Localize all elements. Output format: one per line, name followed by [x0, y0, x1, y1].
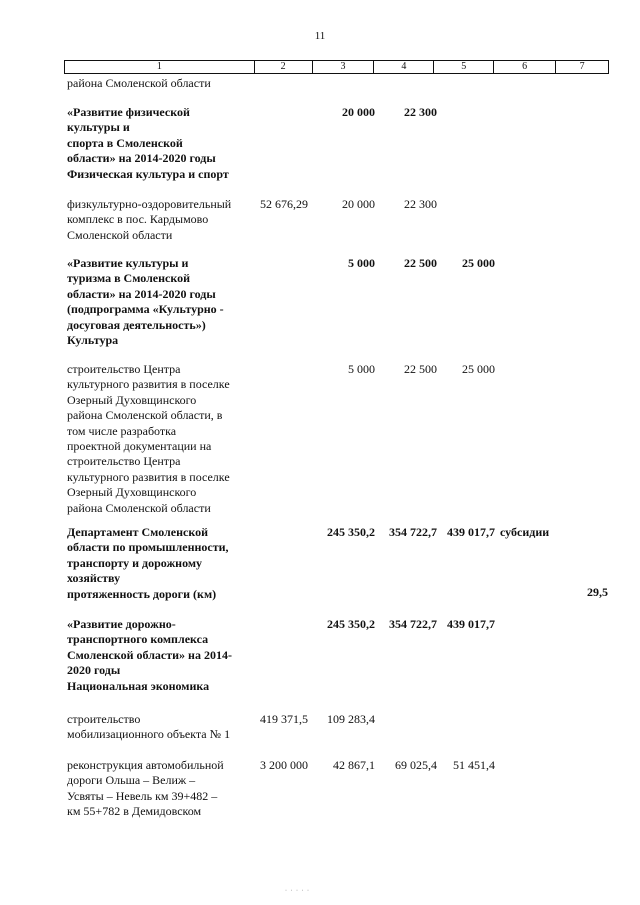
description-line: том числе разработка [67, 423, 177, 438]
description-line: Озерный Духовщинского [67, 392, 197, 407]
column-header: 5 [434, 61, 494, 73]
description-line: района Смоленской области [67, 76, 211, 90]
description-line: района Смоленской области [67, 500, 211, 515]
value-cell-c5: 25 000 [462, 256, 495, 270]
value-cell-c5: 25 000 [462, 362, 495, 376]
description-line: Физическая культура и спорт [67, 166, 229, 181]
description-line: культурного развития в поселке [67, 377, 230, 392]
value-cell-c5: 51 451,4 [453, 758, 495, 772]
value-cell-c4: 354 722,7 [389, 617, 437, 631]
description-line: Национальная экономика [67, 678, 210, 693]
value-cell-c4: 69 025,4 [395, 758, 437, 772]
value-cell-c4: 354 722,7 [389, 525, 437, 539]
description-line: хозяйству [67, 571, 121, 586]
table-header-row [64, 60, 609, 74]
description-line: строительство Центра [67, 362, 181, 376]
column-header: 2 [255, 61, 313, 73]
description-line: комплекс в пос. Кардымово [67, 212, 209, 227]
description-line: области» на 2014-2020 годы [67, 151, 216, 166]
row-description [67, 197, 231, 243]
description-line: (подпрограмма «Культурно - [67, 302, 224, 317]
row-description [67, 362, 230, 516]
row-description [67, 617, 232, 694]
description-line: туризма в Смоленской [67, 271, 191, 286]
description-line: области» на 2014-2020 годы [67, 286, 216, 301]
value-cell-c3: 20 000 [342, 105, 375, 119]
value-cell-c5: 439 017,7 [447, 525, 495, 539]
value-cell-c5: 439 017,7 [447, 617, 495, 631]
description-line: физкультурно-оздоровительный [67, 197, 232, 211]
description-line: культуры и [67, 120, 130, 135]
description-line: Смоленской области» на 2014- [67, 647, 232, 662]
description-line: культурного развития в поселке [67, 469, 230, 484]
description-line: «Развитие дорожно- [67, 617, 176, 631]
column-header: 1 [65, 61, 255, 73]
value-cell-c2: 419 371,5 [260, 712, 308, 726]
description-line: реконструкция автомобильной [67, 758, 224, 772]
description-line: Культура [67, 333, 119, 348]
description-line: мобилизационного объекта № 1 [67, 727, 231, 742]
value-cell-c4: 22 500 [404, 256, 437, 270]
column-header: 4 [374, 61, 434, 73]
value-cell-c4: 22 500 [404, 362, 437, 376]
description-line: 2020 годы [67, 663, 121, 678]
description-line: «Развитие физической [67, 105, 190, 119]
page-number: 11 [314, 30, 326, 42]
description-line: км 55+782 в Демидовском [67, 804, 202, 819]
description-line: дороги Ольша – Велиж – [67, 773, 196, 788]
description-line: Смоленской области [67, 227, 173, 242]
description-line: транспортного комплекса [67, 632, 209, 647]
value-cell-c4: 22 300 [404, 197, 437, 211]
value-cell-c3: 245 350,2 [327, 525, 375, 539]
value-cell-c2: 52 676,29 [260, 197, 308, 211]
description-line: «Развитие культуры и [67, 256, 189, 270]
value-cell-c6: субсидии [500, 525, 550, 539]
description-line: строительство [67, 712, 141, 726]
description-line: района Смоленской области, в [67, 408, 223, 423]
row-description [67, 525, 229, 602]
value-cell-c4: 22 300 [404, 105, 437, 119]
value-cell-c3: 20 000 [342, 197, 375, 211]
description-line: досуговая деятельность») [67, 317, 206, 332]
column-header: 3 [313, 61, 375, 73]
description-line: Департамент Смоленской [67, 525, 208, 539]
scan-footer-mark: · · · · · [285, 888, 310, 894]
value-cell-c3: 5 000 [348, 256, 375, 270]
description-line: области по промышленности, [67, 540, 229, 555]
value-cell-c7: 29,5 [587, 585, 608, 599]
value-cell-c3: 42 867,1 [333, 758, 375, 772]
row-description [67, 256, 224, 348]
value-cell-c3: 109 283,4 [327, 712, 375, 726]
description-line: протяженность дороги (км) [67, 586, 217, 601]
row-description [67, 712, 230, 743]
row-description [67, 758, 224, 820]
row-description [67, 105, 229, 182]
value-cell-c3: 5 000 [348, 362, 375, 376]
description-line: спорта в Смоленской [67, 135, 183, 150]
column-header: 6 [494, 61, 556, 73]
description-line: Озерный Духовщинского [67, 485, 197, 500]
value-cell-c2: 3 200 000 [260, 758, 308, 772]
column-header: 7 [579, 61, 585, 72]
row-description [67, 76, 211, 91]
description-line: Усвяты – Невель км 39+482 – [67, 788, 218, 803]
description-line: проектной документации на [67, 439, 212, 454]
value-cell-c3: 245 350,2 [327, 617, 375, 631]
description-line: строительство Центра [67, 454, 181, 469]
description-line: транспорту и дорожному [67, 555, 203, 570]
